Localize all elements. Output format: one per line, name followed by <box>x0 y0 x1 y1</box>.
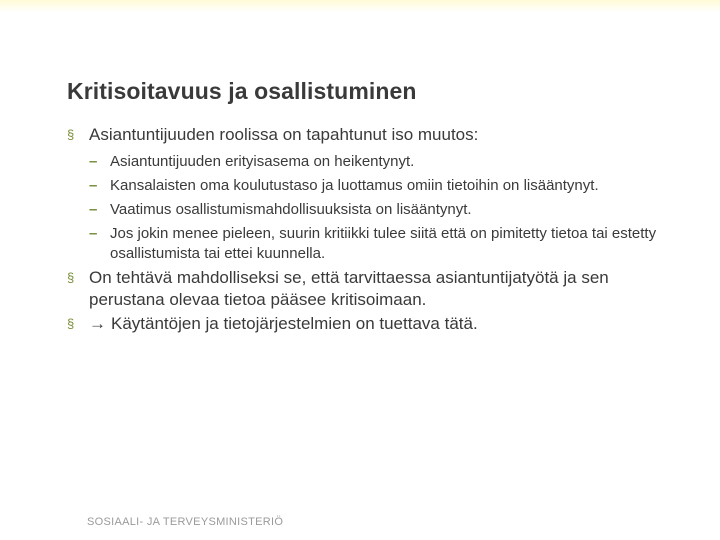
sub-list <box>67 152 667 264</box>
footer-organization-name: SOSIAALI- JA TERVEYSMINISTERIÖ <box>87 516 284 528</box>
sub-bullet-text: Kansalaisten oma koulutustaso ja luottamus omiin tietoihin on lisääntynyt. <box>110 177 599 194</box>
dash-bullet-icon: – <box>89 153 98 170</box>
bullet-item <box>67 267 667 311</box>
square-bullet-icon: § <box>67 127 75 142</box>
square-bullet-icon: § <box>67 316 75 331</box>
bullet-text: On tehtävä mahdolliseksi se, että tarvittaessa asiantuntijatyötä ja sen perustana olevaa tietoa pääsee kritisoimaan. <box>89 268 609 309</box>
sub-bullet-text: Asiantuntijuuden erityisasema on heikentynyt. <box>110 153 415 170</box>
bullet-text: Asiantuntijuuden roolissa on tapahtunut iso muutos: <box>89 125 479 144</box>
dash-bullet-icon: – <box>89 201 98 218</box>
bullet-text: Käytäntöjen ja tietojärjestelmien on tuettava tätä. <box>111 314 478 333</box>
sub-bullet-item <box>67 176 667 196</box>
bullet-item <box>67 313 667 335</box>
sub-bullet-item <box>67 224 667 264</box>
slide-content <box>67 124 667 335</box>
sub-bullet-item <box>67 200 667 220</box>
dash-bullet-icon: – <box>89 177 98 194</box>
top-accent-band <box>0 0 720 12</box>
dash-bullet-icon: – <box>89 225 98 242</box>
sub-bullet-text: Jos jokin menee pieleen, suurin kritiikki tulee siitä että on pimitetty tietoa tai estetty osallistumista tai ettei kuunnella. <box>110 225 657 262</box>
bullet-item <box>67 124 667 146</box>
square-bullet-icon: § <box>67 270 75 285</box>
sub-bullet-item <box>67 152 667 172</box>
slide-title: Kritisoitavuus ja osallistuminen <box>67 78 417 104</box>
sub-bullet-text: Vaatimus osallistumismahdollisuuksista on lisääntynyt. <box>110 201 472 218</box>
right-arrow-icon: → <box>89 314 106 333</box>
